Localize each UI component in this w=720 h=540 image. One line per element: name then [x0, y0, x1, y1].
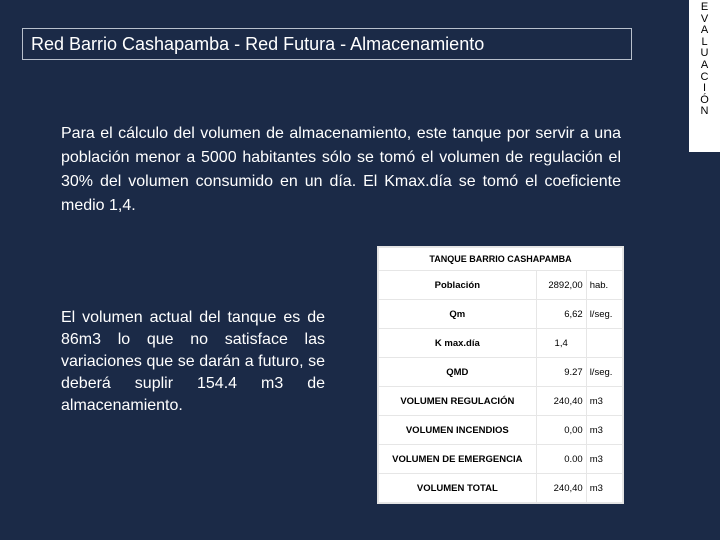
row-unit: m3	[586, 474, 622, 503]
row-label: Población	[379, 271, 537, 300]
row-label: VOLUMEN REGULACIÓN	[379, 387, 537, 416]
side-letter: U	[700, 47, 709, 60]
row-value: 0.00	[536, 445, 586, 474]
row-value: 240,40	[536, 474, 586, 503]
row-unit: l/seg.	[586, 358, 622, 387]
row-unit: m3	[586, 416, 622, 445]
slide-title: Red Barrio Cashapamba - Red Futura - Almacenamiento	[31, 33, 485, 54]
calculation-paragraph: Para el cálculo del volumen de almacenamiento, este tanque por servir a una población menor a 5000 habitantes sólo se tomó el volumen de regulación el 30% del volumen consumido en un día. El Kmax.día se tomó el coeficiente medio 1,4.	[61, 125, 621, 214]
table-row	[379, 445, 623, 474]
row-label: VOLUMEN TOTAL	[379, 474, 537, 503]
table-row	[379, 329, 623, 358]
current-volume-paragraph: El volumen actual del tanque es de 86m3 lo que no satisface las variaciones que se darán a futuro, se deberá suplir 154.4 m3 de almacenamiento.	[61, 309, 325, 414]
table-row	[379, 271, 623, 300]
row-value: 240,40	[536, 387, 586, 416]
row-value: 6,62	[536, 300, 586, 329]
table-row	[379, 474, 623, 503]
side-letter: A	[700, 24, 709, 37]
title-box	[22, 28, 632, 60]
row-value: 2892,00	[536, 271, 586, 300]
row-value: 9.27	[536, 358, 586, 387]
side-letter: A	[700, 58, 709, 71]
side-letter: I	[702, 82, 707, 95]
row-unit: m3	[586, 387, 622, 416]
table-row	[379, 358, 623, 387]
side-letter: E	[700, 1, 709, 13]
evaluation-side-label	[689, 0, 720, 152]
table-header-row	[379, 248, 623, 271]
table-row	[379, 387, 623, 416]
row-label: QMD	[379, 358, 537, 387]
row-unit	[586, 329, 622, 358]
row-unit: l/seg.	[586, 300, 622, 329]
table-header: TANQUE BARRIO CASHAPAMBA	[379, 248, 623, 271]
side-letters	[689, 0, 720, 118]
row-value: 1,4	[536, 329, 586, 358]
side-letter: N	[700, 105, 709, 118]
table-row	[379, 300, 623, 329]
side-letter: L	[701, 35, 708, 48]
row-label: Qm	[379, 300, 537, 329]
table-row	[379, 416, 623, 445]
row-label: VOLUMEN INCENDIOS	[379, 416, 537, 445]
side-letter: C	[700, 70, 709, 83]
side-letter: Ó	[700, 93, 709, 106]
row-unit: m3	[586, 445, 622, 474]
row-value: 0,00	[536, 416, 586, 445]
side-letter: V	[700, 12, 709, 25]
tank-table	[378, 247, 623, 503]
row-label: VOLUMEN DE EMERGENCIA	[379, 445, 537, 474]
row-unit: hab.	[586, 271, 622, 300]
tank-table-image	[377, 246, 624, 504]
row-label: K max.día	[379, 329, 537, 358]
